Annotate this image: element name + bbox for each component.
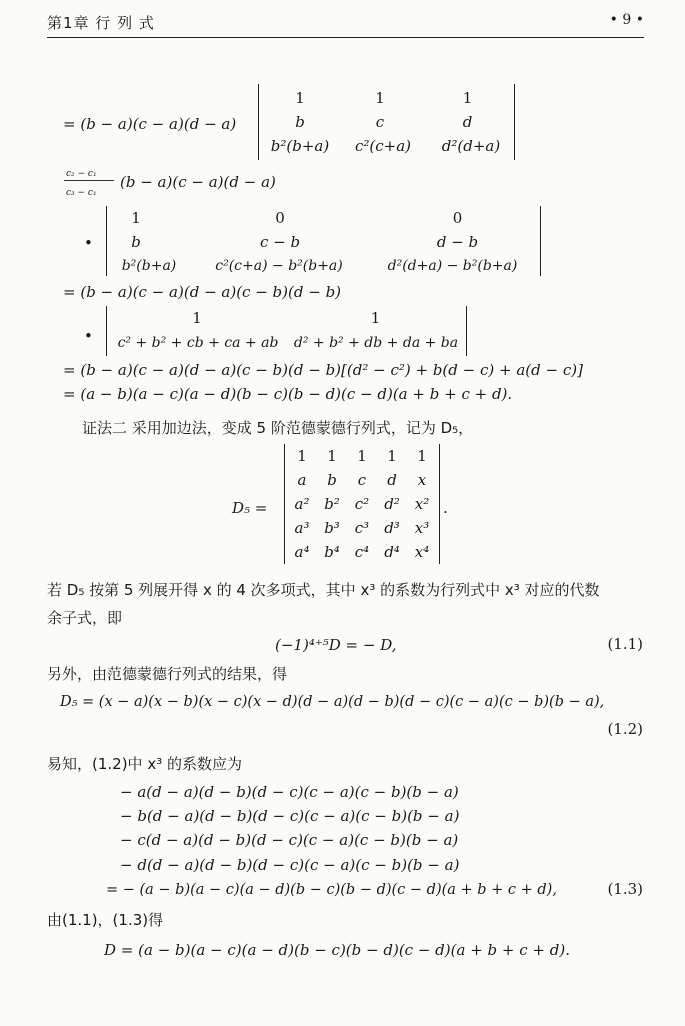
d5-cell: 1: [297, 447, 307, 465]
column-op-top: c₂ − c₁: [66, 169, 97, 179]
det1-cell: c: [375, 113, 385, 131]
d5-left-bar: [284, 444, 285, 564]
paragraph-1-line-1: 若 D₅ 按第 5 列展开得 x 的 4 次多项式，其中 x³ 的系数为行列式中 x³ 对应的代数: [47, 581, 600, 599]
d5-cell: x⁴: [414, 543, 430, 561]
derivation-line-3: = (b − a)(c − a)(d − a)(c − b)(d − b): [63, 283, 342, 301]
d5-cell: c: [357, 471, 367, 489]
det1-left-bar: [258, 84, 259, 160]
equation-1-1: (−1)⁴⁺⁵D = − D,: [275, 636, 397, 654]
chapter-title: 第1章 行 列 式: [47, 14, 155, 32]
paragraph-4: 由(1.1)，(1.3)得: [47, 911, 164, 929]
derivation-line-1: = (b − a)(c − a)(d − a): [63, 115, 237, 133]
det1-cell: 1: [375, 89, 385, 107]
det2-cell: 0: [275, 209, 285, 227]
dot-multiply: •: [84, 327, 93, 345]
coefficient-line: − b(d − a)(d − b)(d − c)(c − a)(c − b)(b − a): [120, 807, 460, 825]
dot-multiply: •: [84, 234, 93, 252]
column-op-rule: [64, 180, 114, 181]
d5-cell: b³: [324, 519, 340, 537]
det3-cell: 1: [370, 309, 381, 327]
d5-cell: x²: [414, 495, 430, 513]
det3-cell: c² + b² + cb + ca + ab: [117, 335, 279, 351]
paragraph-2: 另外，由范德蒙德行列式的结果，得: [47, 665, 288, 683]
equation-1-3: = − (a − b)(a − c)(a − d)(b − c)(b − d)(c − d)(a + b + c + d),: [106, 882, 557, 898]
det2-cell: d²(d+a) − b²(b+a): [387, 258, 518, 274]
det1-cell: 1: [462, 89, 473, 107]
d5-period: .: [443, 499, 448, 517]
d5-cell: b⁴: [324, 543, 340, 561]
d5-cell: a⁴: [294, 543, 310, 561]
d5-cell: b: [327, 471, 337, 489]
derivation-line-5: = (a − b)(a − c)(a − d)(b − c)(b − d)(c − d)(a + b + c + d).: [63, 385, 513, 403]
det1-cell: d²(d+a): [441, 137, 501, 155]
d5-cell: a²: [294, 495, 310, 513]
coefficient-line: − c(d − a)(d − b)(d − c)(c − a)(c − b)(b − a): [120, 831, 459, 849]
d5-cell: d³: [384, 519, 400, 537]
det2-cell: c²(c+a) − b²(b+a): [215, 258, 343, 274]
det2-cell: 1: [131, 209, 141, 227]
derivation-line-2: (b − a)(c − a)(d − a): [120, 173, 276, 191]
d5-cell: c²: [354, 495, 370, 513]
d5-label: D₅ =: [232, 499, 268, 517]
d5-cell: a³: [294, 519, 310, 537]
det1-cell: d: [462, 113, 473, 131]
paragraph-3: 易知，(1.2)中 x³ 的系数应为: [47, 755, 242, 773]
paragraph-1-line-2: 余子式，即: [47, 609, 123, 627]
d5-cell: c⁴: [354, 543, 370, 561]
det2-cell: c − b: [259, 233, 301, 251]
d5-cell: 1: [327, 447, 337, 465]
derivation-line-4: = (b − a)(c − a)(d − a)(c − b)(d − b)[(d² − c²) + b(d − c) + a(d − c)]: [63, 361, 583, 379]
det3-right-bar: [466, 306, 467, 356]
d5-right-bar: [439, 444, 440, 564]
det1-cell: b: [295, 113, 305, 131]
det2-cell: b²(b+a): [121, 258, 177, 274]
det2-cell: d − b: [436, 233, 479, 251]
equation-1-2: D₅ = (x − a)(x − b)(x − c)(x − d)(d − a)(d − b)(d − c)(c − a)(c − b)(b − a),: [60, 694, 605, 710]
d5-cell: x: [417, 471, 427, 489]
d5-cell: d²: [384, 495, 400, 513]
coefficient-line: − a(d − a)(d − b)(d − c)(c − a)(c − b)(b − a): [120, 783, 459, 801]
running-header: [47, 12, 644, 34]
det2-cell: b: [131, 233, 141, 251]
det1-right-bar: [514, 84, 515, 160]
equation-number-1-2: (1.2): [607, 720, 643, 738]
d5-cell: b²: [324, 495, 340, 513]
d5-cell: d⁴: [384, 543, 400, 561]
det1-cell: c²(c+a): [354, 137, 412, 155]
method2-intro: 证法二 采用加边法，变成 5 阶范德蒙德行列式，记为 D₅，: [82, 419, 474, 437]
page-number: • 9 •: [609, 12, 644, 28]
d5-cell: 1: [357, 447, 367, 465]
d5-cell: x³: [414, 519, 430, 537]
header-rule: [47, 37, 644, 38]
coefficient-line: − d(d − a)(d − b)(d − c)(c − a)(c − b)(b − a): [120, 856, 460, 874]
det2-left-bar: [106, 206, 107, 276]
column-op-bottom: c₃ − c₁: [66, 188, 97, 198]
d5-cell: 1: [417, 447, 427, 465]
final-result: D = (a − b)(a − c)(a − d)(b − c)(b − d)(c − d)(a + b + c + d).: [104, 941, 570, 959]
d5-cell: d: [387, 471, 397, 489]
d5-cell: c³: [354, 519, 370, 537]
equation-number-1-1: (1.1): [607, 635, 643, 653]
d5-cell: 1: [387, 447, 397, 465]
equation-number-1-3: (1.3): [607, 880, 643, 898]
det1-cell: b²(b+a): [270, 137, 330, 155]
det3-left-bar: [106, 306, 107, 356]
det2-right-bar: [540, 206, 541, 276]
det3-cell: 1: [192, 309, 202, 327]
d5-cell: a: [297, 471, 307, 489]
det2-cell: 0: [452, 209, 463, 227]
det1-cell: 1: [295, 89, 305, 107]
det3-cell: d² + b² + db + da + ba: [293, 335, 459, 351]
